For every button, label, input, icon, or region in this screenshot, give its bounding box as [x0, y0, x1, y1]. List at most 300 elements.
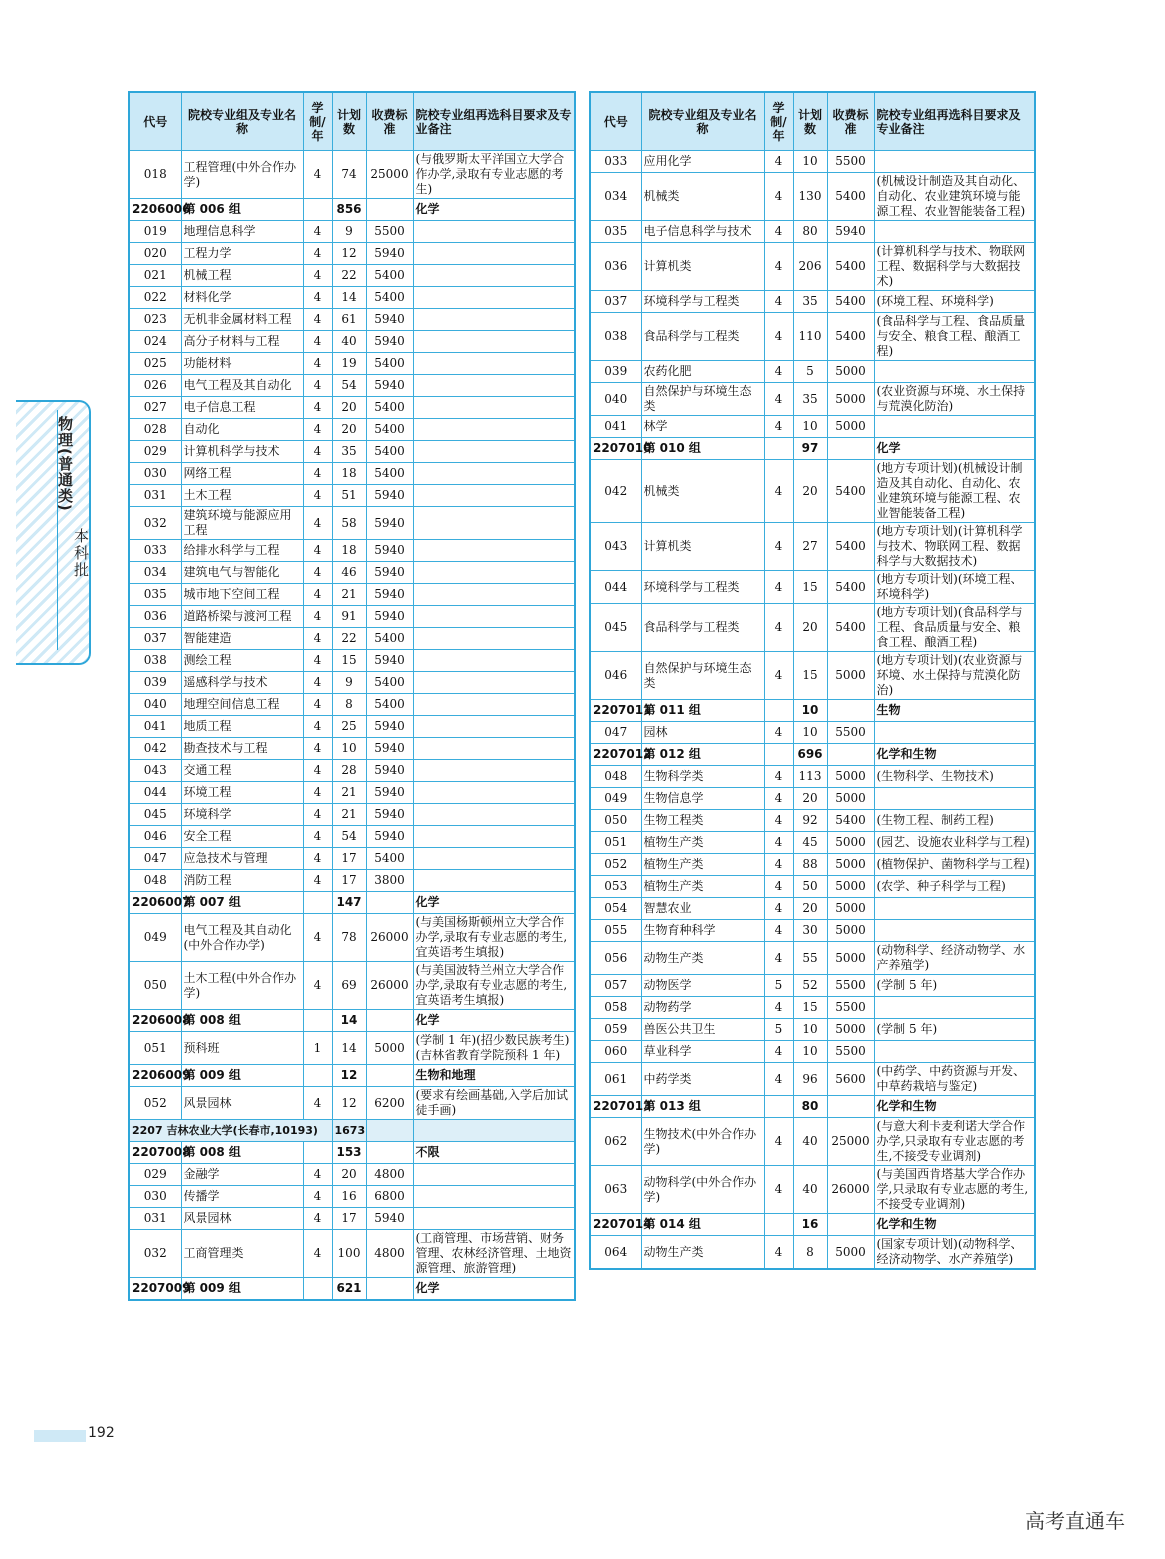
remark-cell: (要求有绘画基础,入学后加试徒手画) [413, 1087, 575, 1120]
remark-cell [413, 826, 575, 848]
major-row [129, 848, 575, 870]
fee-cell: 5000 [827, 832, 874, 854]
remark-cell [874, 898, 1035, 920]
major-row [129, 397, 575, 419]
group-row [129, 199, 575, 221]
years-cell: 4 [303, 672, 332, 694]
years-cell [764, 700, 793, 722]
years-cell: 4 [764, 571, 793, 604]
header-years: 学制/年 [303, 92, 332, 151]
years-cell: 4 [764, 173, 793, 221]
fee-cell: 5940 [366, 485, 413, 507]
remark-cell [413, 540, 575, 562]
major-name: 勘查技术与工程 [181, 738, 303, 760]
major-row [129, 485, 575, 507]
plan-cell: 78 [332, 914, 366, 962]
major-code: 023 [129, 309, 181, 331]
subject-requirement: 生物和地理 [413, 1065, 575, 1087]
remark-cell [874, 997, 1035, 1019]
fee-cell: 5000 [827, 876, 874, 898]
major-name: 交通工程 [181, 760, 303, 782]
plan-cell: 40 [793, 1118, 827, 1166]
empty-cell [366, 1120, 413, 1142]
major-code: 037 [129, 628, 181, 650]
plan-cell: 69 [332, 962, 366, 1010]
major-code: 044 [590, 571, 641, 604]
years-cell: 4 [303, 738, 332, 760]
plan-cell: 21 [332, 584, 366, 606]
years-cell [764, 438, 793, 460]
fee-cell: 5940 [366, 507, 413, 540]
major-row [129, 1087, 575, 1120]
group-row [129, 1278, 575, 1301]
major-code: 044 [129, 782, 181, 804]
plan-cell: 10 [793, 151, 827, 173]
fee-cell: 5940 [366, 540, 413, 562]
major-row [129, 760, 575, 782]
major-row [590, 1166, 1035, 1214]
major-name: 电气工程及其自动化 [181, 375, 303, 397]
years-cell: 4 [764, 876, 793, 898]
plan-cell: 22 [332, 265, 366, 287]
plan-cell: 51 [332, 485, 366, 507]
plan-cell: 45 [793, 832, 827, 854]
major-row [129, 1164, 575, 1186]
fee-cell [827, 1214, 874, 1236]
major-row [590, 291, 1035, 313]
years-cell [303, 892, 332, 914]
remark-cell: (园艺、设施农业科学与工程) [874, 832, 1035, 854]
header-fee: 收费标准 [827, 92, 874, 151]
plan-cell: 80 [793, 1096, 827, 1118]
group-row [590, 438, 1035, 460]
fee-cell: 5500 [827, 151, 874, 173]
major-name: 环境科学与工程类 [641, 291, 764, 313]
major-name: 动物生产类 [641, 942, 764, 975]
fee-cell: 5940 [366, 782, 413, 804]
remark-cell [413, 1186, 575, 1208]
remark-cell [413, 628, 575, 650]
remark-cell [413, 694, 575, 716]
plan-cell: 21 [332, 782, 366, 804]
major-name: 功能材料 [181, 353, 303, 375]
major-name: 测绘工程 [181, 650, 303, 672]
fee-cell [366, 1142, 413, 1164]
remark-cell [874, 1041, 1035, 1063]
major-name: 农药化肥 [641, 361, 764, 383]
remark-cell: (环境工程、环境科学) [874, 291, 1035, 313]
years-cell: 4 [764, 221, 793, 243]
fee-cell: 5400 [827, 313, 874, 361]
fee-cell: 25000 [366, 151, 413, 199]
major-name: 计算机科学与技术 [181, 441, 303, 463]
fee-cell: 5000 [827, 854, 874, 876]
years-cell: 4 [303, 962, 332, 1010]
fee-cell: 5940 [366, 804, 413, 826]
remark-cell: (地方专项计划)(环境工程、环境科学) [874, 571, 1035, 604]
fee-cell: 5940 [366, 716, 413, 738]
major-name: 遥感科学与技术 [181, 672, 303, 694]
major-name: 金融学 [181, 1164, 303, 1186]
plan-cell: 27 [793, 523, 827, 571]
major-code: 055 [590, 920, 641, 942]
major-row [590, 243, 1035, 291]
fee-cell: 5400 [366, 672, 413, 694]
major-name: 生物育种科学 [641, 920, 764, 942]
major-code: 042 [129, 738, 181, 760]
plan-cell: 22 [332, 628, 366, 650]
remark-cell: (地方专项计划)(机械设计制造及其自动化、自动化、农业建筑环境与能源工程、农业智能装备工程) [874, 460, 1035, 523]
major-code: 047 [129, 848, 181, 870]
major-row [129, 672, 575, 694]
major-code: 030 [129, 1186, 181, 1208]
years-cell: 4 [303, 309, 332, 331]
major-row [129, 540, 575, 562]
plan-cell: 12 [332, 243, 366, 265]
fee-cell: 5940 [366, 562, 413, 584]
fee-cell: 5400 [366, 463, 413, 485]
remark-cell: (与美国波特兰州立大学合作办学,录取有专业志愿的考生,宜英语考生填报) [413, 962, 575, 1010]
major-row [590, 1019, 1035, 1041]
remark-cell [413, 760, 575, 782]
remark-cell: (与意大利卡麦利诺大学合作办学,只录取有专业志愿的考生,不接受专业调剂) [874, 1118, 1035, 1166]
fee-cell: 5940 [366, 826, 413, 848]
fee-cell: 5000 [827, 898, 874, 920]
fee-cell: 5000 [827, 1019, 874, 1041]
major-row [129, 1230, 575, 1278]
plan-cell: 20 [332, 1164, 366, 1186]
years-cell: 4 [303, 760, 332, 782]
years-cell: 4 [764, 523, 793, 571]
major-name: 预科班 [181, 1032, 303, 1065]
fee-cell [366, 892, 413, 914]
major-name: 应急技术与管理 [181, 848, 303, 870]
fee-cell: 5400 [366, 265, 413, 287]
years-cell: 4 [764, 1041, 793, 1063]
years-cell: 4 [764, 1166, 793, 1214]
major-name: 自动化 [181, 419, 303, 441]
remark-cell [874, 361, 1035, 383]
major-name: 土木工程 [181, 485, 303, 507]
major-row [590, 361, 1035, 383]
major-name: 智慧农业 [641, 898, 764, 920]
years-cell: 4 [764, 997, 793, 1019]
plan-cell: 46 [332, 562, 366, 584]
major-code: 053 [590, 876, 641, 898]
years-cell: 4 [303, 540, 332, 562]
plan-cell: 10 [793, 1019, 827, 1041]
major-row [129, 914, 575, 962]
remark-cell: (中药学、中药资源与开发、中草药栽培与鉴定) [874, 1063, 1035, 1096]
plan-cell: 50 [793, 876, 827, 898]
plan-cell: 15 [793, 571, 827, 604]
major-name: 计算机类 [641, 523, 764, 571]
group-name: 第 011 组 [641, 700, 764, 722]
plan-cell: 14 [332, 1032, 366, 1065]
plan-cell: 61 [332, 309, 366, 331]
remark-cell [413, 848, 575, 870]
remark-cell [874, 221, 1035, 243]
header-code: 代号 [590, 92, 641, 151]
remark-cell [874, 788, 1035, 810]
major-code: 037 [590, 291, 641, 313]
fee-cell: 5000 [827, 383, 874, 416]
group-code: 2207009 [129, 1278, 181, 1301]
remark-cell [413, 716, 575, 738]
major-row [129, 221, 575, 243]
fee-cell [827, 700, 874, 722]
plan-cell: 16 [793, 1214, 827, 1236]
fee-cell: 26000 [827, 1166, 874, 1214]
major-row [590, 1063, 1035, 1096]
years-cell: 4 [764, 942, 793, 975]
group-row [129, 892, 575, 914]
header-fee: 收费标准 [366, 92, 413, 151]
major-code: 038 [590, 313, 641, 361]
plan-cell: 206 [793, 243, 827, 291]
remark-cell [413, 463, 575, 485]
major-row [590, 898, 1035, 920]
years-cell: 4 [303, 287, 332, 309]
major-code: 031 [129, 485, 181, 507]
remark-cell: (动物科学、经济动物学、水产养殖学) [874, 942, 1035, 975]
plan-cell: 153 [332, 1142, 366, 1164]
years-cell: 4 [303, 221, 332, 243]
major-code: 036 [590, 243, 641, 291]
fee-cell: 5000 [827, 788, 874, 810]
remark-cell [413, 738, 575, 760]
fee-cell: 5500 [827, 722, 874, 744]
major-code: 052 [129, 1087, 181, 1120]
remark-cell: (农业资源与环境、水土保持与荒漠化防治) [874, 383, 1035, 416]
major-code: 046 [590, 652, 641, 700]
group-name: 第 008 组 [181, 1010, 303, 1032]
major-code: 035 [129, 584, 181, 606]
plan-cell: 91 [332, 606, 366, 628]
fee-cell: 5400 [827, 460, 874, 523]
group-name: 第 010 组 [641, 438, 764, 460]
major-row [590, 652, 1035, 700]
remark-cell [874, 151, 1035, 173]
fee-cell: 26000 [366, 962, 413, 1010]
years-cell: 4 [764, 416, 793, 438]
major-row [129, 782, 575, 804]
remark-cell: (学制 5 年) [874, 975, 1035, 997]
major-name: 电子信息科学与技术 [641, 221, 764, 243]
major-name: 道路桥梁与渡河工程 [181, 606, 303, 628]
major-code: 054 [590, 898, 641, 920]
fee-cell: 5400 [366, 287, 413, 309]
years-cell: 4 [303, 914, 332, 962]
years-cell: 4 [303, 397, 332, 419]
remark-cell: (植物保护、菌物科学与工程) [874, 854, 1035, 876]
fee-cell [366, 1278, 413, 1301]
years-cell: 4 [764, 766, 793, 788]
plan-cell: 17 [332, 1208, 366, 1230]
remark-cell [413, 562, 575, 584]
plan-cell: 58 [332, 507, 366, 540]
subject-requirement: 化学和生物 [874, 744, 1035, 766]
fee-cell: 5940 [366, 760, 413, 782]
subject-requirement: 化学 [413, 199, 575, 221]
fee-cell: 5940 [366, 375, 413, 397]
remark-cell [413, 309, 575, 331]
years-cell: 4 [303, 463, 332, 485]
plan-cell: 15 [793, 652, 827, 700]
major-code: 063 [590, 1166, 641, 1214]
plan-cell: 10 [793, 416, 827, 438]
major-row [590, 571, 1035, 604]
plan-cell: 10 [793, 700, 827, 722]
major-row [129, 353, 575, 375]
fee-cell: 5400 [827, 291, 874, 313]
remark-cell: (与俄罗斯太平洋国立大学合作办学,录取有专业志愿的考生) [413, 151, 575, 199]
empty-cell [413, 1120, 575, 1142]
years-cell: 4 [764, 460, 793, 523]
major-code: 059 [590, 1019, 641, 1041]
major-code: 036 [129, 606, 181, 628]
major-code: 060 [590, 1041, 641, 1063]
remark-cell [413, 584, 575, 606]
header-plan: 计划数 [793, 92, 827, 151]
subject-requirement: 化学和生物 [874, 1214, 1035, 1236]
fee-cell: 5940 [366, 606, 413, 628]
remark-cell [413, 1164, 575, 1186]
major-code: 057 [590, 975, 641, 997]
major-row [590, 1041, 1035, 1063]
major-code: 045 [590, 604, 641, 652]
major-row [129, 562, 575, 584]
major-code: 051 [129, 1032, 181, 1065]
plan-cell: 92 [793, 810, 827, 832]
years-cell: 4 [764, 243, 793, 291]
major-row [590, 416, 1035, 438]
major-row [129, 606, 575, 628]
major-code: 051 [590, 832, 641, 854]
years-cell: 4 [764, 383, 793, 416]
fee-cell: 5000 [827, 416, 874, 438]
group-code: 2206006 [129, 199, 181, 221]
fee-cell [366, 199, 413, 221]
header-years: 学制/年 [764, 92, 793, 151]
remark-cell [413, 804, 575, 826]
plan-cell: 856 [332, 199, 366, 221]
years-cell: 4 [764, 788, 793, 810]
major-name: 环境工程 [181, 782, 303, 804]
years-cell: 4 [303, 507, 332, 540]
plan-cell: 20 [793, 898, 827, 920]
major-row [129, 716, 575, 738]
plan-cell: 28 [332, 760, 366, 782]
major-name: 植物生产类 [641, 832, 764, 854]
group-name: 第 006 组 [181, 199, 303, 221]
remark-cell: (与美国杨斯顿州立大学合作办学,录取有专业志愿的考生,宜英语考生填报) [413, 914, 575, 962]
remark-cell: (食品科学与工程、食品质量与安全、粮食工程、酿酒工程) [874, 313, 1035, 361]
group-code: 2206007 [129, 892, 181, 914]
group-row [590, 1214, 1035, 1236]
years-cell: 4 [303, 650, 332, 672]
major-code: 033 [590, 151, 641, 173]
plan-cell: 52 [793, 975, 827, 997]
major-row [590, 604, 1035, 652]
fee-cell: 5400 [827, 810, 874, 832]
header-plan: 计划数 [332, 92, 366, 151]
fee-cell: 5000 [827, 1236, 874, 1270]
fee-cell: 26000 [366, 914, 413, 962]
fee-cell: 5400 [366, 441, 413, 463]
major-row [129, 870, 575, 892]
years-cell: 4 [764, 604, 793, 652]
major-name: 城市地下空间工程 [181, 584, 303, 606]
major-row [590, 854, 1035, 876]
remark-cell: (学制 1 年)(招少数民族考生)(吉林省教育学院预科 1 年) [413, 1032, 575, 1065]
major-name: 电子信息工程 [181, 397, 303, 419]
major-name: 风景园林 [181, 1087, 303, 1120]
years-cell: 4 [303, 782, 332, 804]
years-cell [303, 1278, 332, 1301]
plan-cell: 35 [332, 441, 366, 463]
fee-cell: 5400 [827, 243, 874, 291]
fee-cell: 4800 [366, 1164, 413, 1186]
major-code: 029 [129, 1164, 181, 1186]
major-code: 032 [129, 507, 181, 540]
remark-cell [413, 287, 575, 309]
years-cell [303, 1010, 332, 1032]
remark-cell [413, 672, 575, 694]
plan-cell: 54 [332, 375, 366, 397]
remark-cell [413, 507, 575, 540]
major-name: 动物药学 [641, 997, 764, 1019]
school-row [129, 1120, 575, 1142]
group-code: 2207012 [590, 744, 641, 766]
major-name: 建筑环境与能源应用工程 [181, 507, 303, 540]
plan-cell: 147 [332, 892, 366, 914]
major-code: 039 [129, 672, 181, 694]
group-row [590, 744, 1035, 766]
major-name: 传播学 [181, 1186, 303, 1208]
group-code: 2207014 [590, 1214, 641, 1236]
fee-cell: 5000 [366, 1032, 413, 1065]
major-row [129, 804, 575, 826]
years-cell: 4 [303, 485, 332, 507]
major-row [590, 313, 1035, 361]
major-name: 环境科学与工程类 [641, 571, 764, 604]
major-code: 050 [590, 810, 641, 832]
major-code: 021 [129, 265, 181, 287]
fee-cell: 4800 [366, 1230, 413, 1278]
years-cell: 4 [764, 832, 793, 854]
fee-cell: 5000 [827, 920, 874, 942]
plan-cell: 113 [793, 766, 827, 788]
plan-cell: 21 [332, 804, 366, 826]
plan-cell: 40 [332, 331, 366, 353]
side-tab-batch: 本科批 [72, 528, 90, 579]
subject-requirement: 不限 [413, 1142, 575, 1164]
years-cell: 4 [764, 1118, 793, 1166]
remark-cell [413, 485, 575, 507]
major-code: 056 [590, 942, 641, 975]
header-remark: 院校专业组再选科目要求及专业备注 [874, 92, 1035, 151]
plan-cell: 40 [793, 1166, 827, 1214]
major-name: 生物信息学 [641, 788, 764, 810]
major-name: 植物生产类 [641, 854, 764, 876]
years-cell: 4 [764, 854, 793, 876]
major-name: 草业科学 [641, 1041, 764, 1063]
major-name: 自然保护与环境生态类 [641, 383, 764, 416]
major-code: 018 [129, 151, 181, 199]
major-name: 电气工程及其自动化(中外合作办学) [181, 914, 303, 962]
remark-cell: (计算机科学与技术、物联网工程、数据科学与大数据技术) [874, 243, 1035, 291]
